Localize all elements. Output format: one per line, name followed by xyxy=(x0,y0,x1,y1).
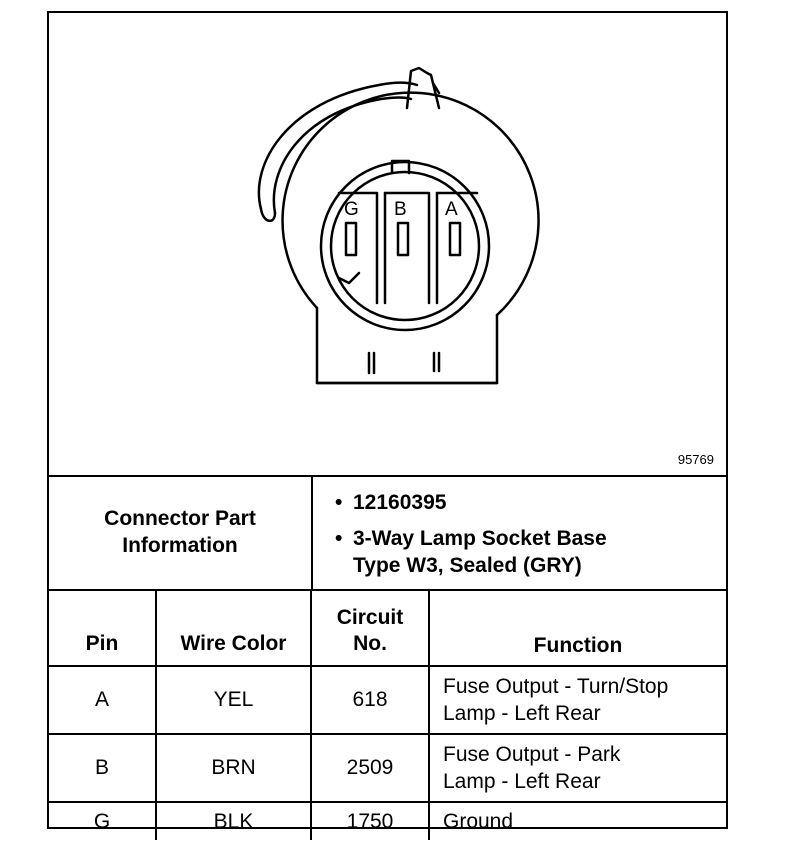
header-circuit-line1: Circuit xyxy=(336,606,404,629)
pin-label-a: A xyxy=(445,199,458,220)
part-number: 12160395 xyxy=(353,491,447,514)
outer-ring xyxy=(283,93,539,315)
cell-circuit: 2509 xyxy=(311,734,429,802)
header-wire-color: Wire Color xyxy=(156,590,311,666)
latch-arm xyxy=(259,83,417,209)
pin-label-g: G xyxy=(344,199,359,220)
info-heading-line1: Connector Part xyxy=(104,507,256,530)
latch-arm-inner xyxy=(274,98,411,214)
cell-circuit: 618 xyxy=(311,666,429,734)
top-tab xyxy=(407,68,439,108)
cell-function xyxy=(429,802,726,840)
table-header-row xyxy=(49,590,726,666)
connector-part-info xyxy=(49,475,726,591)
pin-table xyxy=(49,589,726,840)
connector-drawing xyxy=(49,13,726,475)
cell-pin: B xyxy=(49,734,156,802)
figure-number: 95769 xyxy=(677,452,714,467)
bullet-2: • xyxy=(335,527,343,550)
info-heading xyxy=(49,475,313,589)
table-row xyxy=(49,666,726,734)
cell-wire-color: BLK xyxy=(156,802,311,840)
pin-label-b: B xyxy=(394,199,407,220)
pin-a-contact xyxy=(450,223,460,255)
cell-wire-color: YEL xyxy=(156,666,311,734)
header-circuit xyxy=(311,590,429,666)
description-line1: 3-Way Lamp Socket Base xyxy=(353,527,607,550)
info-details xyxy=(313,475,726,589)
header-pin: Pin xyxy=(49,590,156,666)
header-circuit-line2: No. xyxy=(353,632,387,655)
connector-diagram xyxy=(49,13,726,477)
pin-g-contact xyxy=(346,223,356,255)
header-function: Function xyxy=(429,590,726,666)
cell-wire-color: BRN xyxy=(156,734,311,802)
info-heading-line2: Information xyxy=(122,534,238,557)
cell-pin: G xyxy=(49,802,156,840)
bullet-1: • xyxy=(335,491,343,514)
table-row xyxy=(49,734,726,802)
connector-sheet xyxy=(47,11,728,833)
cell-circuit: 1750 xyxy=(311,802,429,840)
cell-function-line1: Ground xyxy=(443,810,514,833)
pin-b-contact xyxy=(398,223,408,255)
description-line2: Type W3, Sealed (GRY) xyxy=(353,554,582,577)
cell-function xyxy=(429,666,726,734)
cell-function-line1: Fuse Output - Turn/Stop xyxy=(443,675,669,698)
cell-pin: A xyxy=(49,666,156,734)
cell-function xyxy=(429,734,726,802)
cell-function-line2: Lamp - Left Rear xyxy=(443,702,601,725)
cell-function-line1: Fuse Output - Park xyxy=(443,743,621,766)
cell-function-line2: Lamp - Left Rear xyxy=(443,770,601,793)
table-row xyxy=(49,802,726,840)
